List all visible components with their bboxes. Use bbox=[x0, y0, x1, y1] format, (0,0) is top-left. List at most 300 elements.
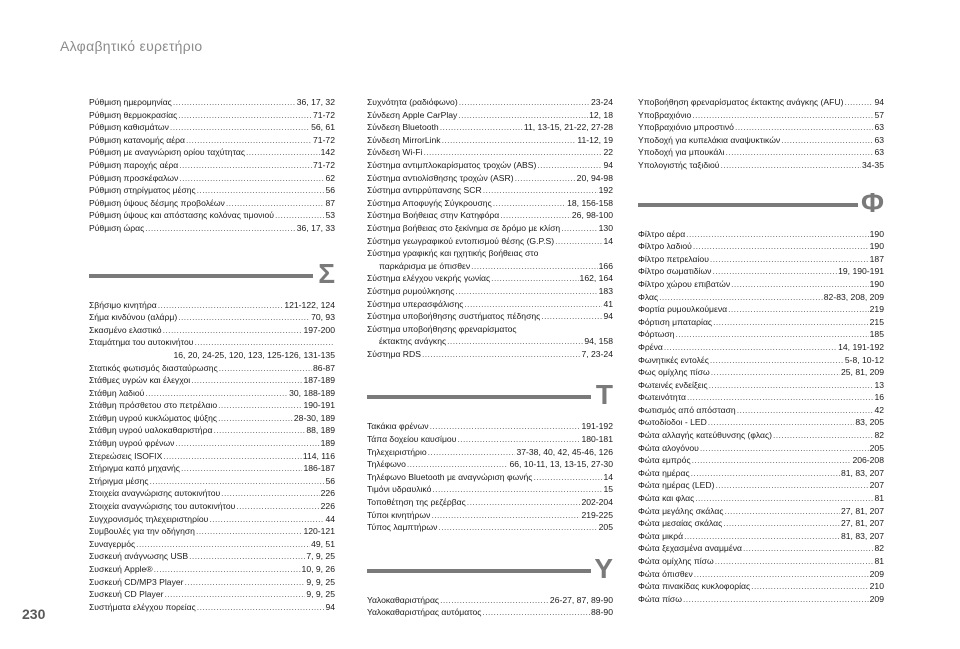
leader-dots bbox=[471, 260, 598, 273]
index-entry bbox=[638, 291, 884, 304]
leader-dots bbox=[743, 542, 873, 555]
entry-term: Ρύθμιση με αναγνώριση ορίου ταχύτητας bbox=[89, 147, 245, 158]
entry-pages: 162, 164 bbox=[579, 273, 613, 284]
entry-term: Σύνδεση Bluetooth bbox=[367, 122, 439, 133]
index-entry bbox=[638, 253, 884, 266]
index-entry bbox=[638, 505, 884, 518]
index-entry bbox=[89, 299, 335, 312]
entry-pages: 210 bbox=[869, 581, 884, 592]
entry-group bbox=[89, 362, 335, 614]
index-entry bbox=[367, 184, 613, 197]
index-entry bbox=[638, 121, 884, 134]
leader-dots bbox=[700, 442, 869, 455]
entry-term: Συσκευή CD/MP3 Player bbox=[89, 576, 184, 587]
entry-term: Φωνητικές εντολές bbox=[638, 354, 709, 365]
leader-dots bbox=[483, 184, 598, 197]
index-entry bbox=[367, 209, 613, 222]
entry-term: Τάπα δοχείου καυσίμου bbox=[367, 434, 457, 445]
index-entry bbox=[367, 134, 613, 147]
leader-dots bbox=[715, 555, 874, 568]
index-entry bbox=[638, 366, 884, 379]
leader-dots bbox=[438, 521, 597, 534]
entry-term: Φώτα ομίχλης πίσω bbox=[638, 556, 714, 566]
index-entry bbox=[89, 412, 335, 425]
entry-pages: 219-225 bbox=[581, 509, 613, 520]
leader-dots bbox=[712, 265, 837, 278]
entry-term: Φώτα ημέρας bbox=[638, 467, 690, 478]
entry-term: Σύστημα υποβοήθησης φρεναρίσματος bbox=[367, 323, 517, 334]
index-entry bbox=[638, 328, 884, 341]
leader-dots bbox=[422, 348, 581, 361]
entry-term: Συναγερμός bbox=[89, 538, 136, 549]
leader-dots bbox=[493, 197, 566, 210]
leader-dots bbox=[218, 412, 293, 425]
leader-dots bbox=[710, 354, 844, 367]
index-entry bbox=[638, 555, 884, 568]
index-entry bbox=[89, 96, 335, 109]
entry-term: Σύστημα ελέγχου νεκρής γωνίας bbox=[367, 273, 491, 284]
entry-term: Στήριγμα μέσης bbox=[89, 475, 149, 486]
index-entry bbox=[367, 172, 613, 185]
entry-term: Συγχρονισμός τηλεχειριστηρίου bbox=[89, 513, 209, 524]
index-entry bbox=[367, 606, 613, 619]
entry-term: Φρένα bbox=[638, 341, 663, 352]
entry-term: Σύνδεση Wi-Fi bbox=[367, 147, 423, 158]
leader-dots bbox=[246, 146, 320, 159]
leader-dots bbox=[737, 404, 874, 417]
entry-term: Φώτα πινακίδας κυκλοφορίας bbox=[638, 581, 751, 592]
entry-pages: 187 bbox=[869, 253, 884, 264]
leader-dots bbox=[163, 324, 303, 337]
leader-dots bbox=[150, 475, 325, 488]
section-divider bbox=[89, 274, 313, 278]
entry-pages: 190 bbox=[869, 241, 884, 252]
leader-dots bbox=[709, 379, 874, 392]
entry-term: Φώτα μικρά bbox=[638, 530, 684, 541]
entry-term: Υποβραχιόνιο bbox=[638, 109, 692, 120]
leader-dots bbox=[440, 594, 549, 607]
leader-dots bbox=[191, 374, 302, 387]
leader-dots bbox=[541, 310, 602, 323]
leader-dots bbox=[726, 146, 874, 159]
entry-pages: 5-8, 10-12 bbox=[844, 354, 884, 365]
leader-dots bbox=[686, 228, 868, 241]
entry-term: Στερεώσεις ISOFIX bbox=[89, 450, 163, 461]
leader-dots bbox=[136, 538, 310, 551]
section-divider bbox=[367, 395, 591, 399]
entry-term: Τακάκια φρένων bbox=[367, 421, 429, 432]
entry-term: Υποβοήθηση φρεναρίσματος έκτακτης ανάγκης (AFU) bbox=[638, 97, 844, 107]
index-entry bbox=[89, 563, 335, 576]
entry-term: Τηλέφωνο bbox=[367, 459, 406, 470]
index-entry bbox=[89, 324, 335, 337]
entry-pages: 186-187 bbox=[303, 463, 335, 474]
entry-pages: 166 bbox=[598, 260, 613, 271]
leader-dots bbox=[154, 563, 301, 576]
index-entry bbox=[367, 222, 613, 235]
entry-term: Φώτα πίσω bbox=[638, 593, 682, 604]
entry-pages: 94 bbox=[874, 97, 884, 107]
index-entry bbox=[367, 433, 613, 446]
index-entry bbox=[638, 580, 884, 593]
entry-pages: 205 bbox=[869, 442, 884, 453]
entry-term: Φώτα και φλας bbox=[638, 493, 695, 504]
entry-pages: 71-72 bbox=[313, 134, 335, 145]
entry-pages: 215 bbox=[869, 316, 884, 327]
leader-dots bbox=[692, 109, 873, 122]
index-entry bbox=[89, 172, 335, 185]
entry-term: Στάθμη πρόσθετου στο πετρέλαιο bbox=[89, 400, 218, 411]
entry-pages: 226 bbox=[320, 501, 335, 512]
index-entry bbox=[89, 121, 335, 134]
entry-pages: 70, 93 bbox=[311, 312, 335, 323]
entry-term: Ρύθμιση θερμοκρασίας bbox=[89, 109, 178, 120]
entry-term: Στάθμη λαδιού bbox=[89, 387, 145, 398]
entry-pages: 20, 94-98 bbox=[576, 172, 613, 183]
entry-term: Φως ομίχλης πίσω bbox=[638, 367, 710, 378]
leader-dots bbox=[687, 391, 873, 404]
leader-dots bbox=[236, 500, 319, 513]
entry-pages: 63 bbox=[874, 147, 884, 158]
index-entry bbox=[638, 109, 884, 122]
index-entry bbox=[89, 475, 335, 488]
entry-term: Φώτα όπισθεν bbox=[638, 568, 693, 579]
leader-dots bbox=[145, 222, 296, 235]
leader-dots bbox=[713, 316, 869, 329]
entry-pages: 83, 205 bbox=[855, 417, 884, 428]
index-entry bbox=[367, 235, 613, 248]
entry-term: Φωτισμός από απόσταση bbox=[638, 404, 736, 415]
entry-pages: 22 bbox=[603, 147, 613, 158]
entry-pages: 57 bbox=[874, 109, 884, 120]
entry-term: Στάθμη υγρού φρένων bbox=[89, 438, 175, 449]
section-header-tau bbox=[367, 379, 613, 420]
leader-dots bbox=[178, 311, 310, 324]
entry-term: Φωτεινές ενδείξεις bbox=[638, 379, 708, 390]
index-entry bbox=[367, 285, 613, 298]
entry-pages: 71-72 bbox=[313, 109, 335, 120]
index-entry-continued bbox=[367, 260, 613, 273]
leader-dots bbox=[158, 299, 284, 312]
index-entry bbox=[89, 197, 335, 210]
entry-term: Στατικός φωτισμός διασταύρωσης bbox=[89, 362, 218, 373]
index-entry bbox=[89, 399, 335, 412]
index-entry bbox=[638, 568, 884, 581]
entry-pages: 81 bbox=[874, 493, 884, 504]
entry-pages: 15 bbox=[603, 484, 613, 495]
leader-dots bbox=[179, 159, 312, 172]
entry-term: Συσκευή CD Player bbox=[89, 589, 164, 600]
entry-pages: 41 bbox=[603, 298, 613, 309]
leader-dots bbox=[464, 298, 602, 311]
entry-pages: 7, 23-24 bbox=[581, 348, 613, 359]
entry-group bbox=[367, 272, 613, 322]
section-divider bbox=[367, 569, 591, 573]
entry-term: Ρύθμιση προσκέφαλων bbox=[89, 172, 179, 183]
index-column-2 bbox=[367, 96, 613, 619]
leader-dots bbox=[431, 509, 580, 522]
entry-pages: 28-30, 189 bbox=[293, 412, 335, 423]
entry-term: Σύστημα γεωγραφικού εντοπισμού θέσης (G.P.S) bbox=[367, 235, 555, 246]
entry-pages: 49, 51 bbox=[311, 538, 335, 549]
entry-term: Φίλτρο λαδιού bbox=[638, 241, 692, 252]
section-letter: Υ bbox=[594, 552, 613, 584]
leader-dots bbox=[731, 278, 869, 291]
index-entry bbox=[638, 303, 884, 316]
leader-dots bbox=[482, 606, 590, 619]
entry-term: Ρύθμιση παροχής αέρα bbox=[89, 159, 179, 170]
leader-dots bbox=[455, 285, 597, 298]
leader-dots bbox=[178, 109, 312, 122]
entry-pages: 25, 81, 209 bbox=[840, 367, 884, 378]
index-entry bbox=[89, 500, 335, 513]
entry-pages: 226 bbox=[320, 488, 335, 499]
index-entry bbox=[89, 362, 335, 375]
entry-term: Υπολογιστής ταξιδιού bbox=[638, 159, 720, 170]
index-entry bbox=[367, 458, 613, 471]
leader-dots bbox=[189, 550, 305, 563]
entry-pages: 63 bbox=[874, 122, 884, 133]
index-column-3 bbox=[638, 96, 884, 605]
entry-pages: 142 bbox=[320, 147, 335, 158]
index-entry bbox=[89, 222, 335, 235]
entry-pages: 94 bbox=[603, 311, 613, 322]
entry-pages: 197-200 bbox=[303, 324, 335, 335]
index-entry bbox=[89, 387, 335, 400]
entry-pages: 81 bbox=[874, 556, 884, 566]
index-entry bbox=[89, 462, 335, 475]
entry-pages: 121-122, 124 bbox=[284, 299, 335, 310]
entry-term: Στοιχεία αναγνώρισης του αυτοκινήτου bbox=[89, 501, 236, 512]
entry-group bbox=[367, 594, 613, 619]
entry-term: Συστήματα ελέγχου πορείας bbox=[89, 601, 196, 612]
leader-dots bbox=[708, 416, 855, 429]
entry-pages: 209 bbox=[869, 568, 884, 579]
leader-dots bbox=[711, 366, 840, 379]
entry-pages: 206-208 bbox=[852, 455, 884, 466]
leader-dots bbox=[423, 146, 602, 159]
index-entry bbox=[367, 420, 613, 433]
leader-dots bbox=[179, 172, 324, 185]
leader-dots bbox=[175, 437, 319, 450]
index-entry bbox=[367, 323, 613, 336]
entry-term: Σύστημα αντιμπλοκαρίσματος τροχών (ABS) bbox=[367, 159, 537, 170]
index-entry bbox=[367, 197, 613, 210]
index-entry bbox=[89, 311, 335, 324]
leader-dots bbox=[163, 450, 302, 463]
entry-term: Υποδοχή για κυπελάκια αναψυκτικών bbox=[638, 134, 781, 145]
entry-pages: 205 bbox=[598, 522, 613, 533]
index-entry bbox=[89, 159, 335, 172]
entry-pages: 207 bbox=[869, 480, 884, 491]
index-entry bbox=[367, 509, 613, 522]
entry-term: Σύστημα αντιρρύπανσης SCR bbox=[367, 185, 482, 196]
entry-group bbox=[367, 348, 613, 361]
index-entry bbox=[89, 450, 335, 463]
leader-dots bbox=[751, 580, 868, 593]
leader-dots bbox=[440, 121, 523, 134]
leader-dots bbox=[515, 172, 576, 185]
entry-term: Στάθμες υγρών και έλεγχοι bbox=[89, 375, 191, 386]
leader-dots bbox=[407, 458, 509, 471]
entry-pages: 94 bbox=[325, 601, 335, 612]
index-entry bbox=[89, 487, 335, 500]
entry-term: παρκάρισμα με όπισθεν bbox=[379, 260, 471, 271]
index-entry bbox=[89, 109, 335, 122]
entry-pages: 120-121 bbox=[303, 526, 335, 537]
index-entry bbox=[638, 593, 884, 606]
index-entry bbox=[367, 121, 613, 134]
index-entry bbox=[89, 209, 335, 222]
leader-dots bbox=[728, 303, 869, 316]
leader-dots bbox=[209, 513, 324, 526]
section-letter: Σ bbox=[318, 257, 335, 289]
index-entry bbox=[638, 416, 884, 429]
index-entry-continued bbox=[367, 335, 613, 348]
entry-term: Υποβραχιόνιο μπροστινό bbox=[638, 122, 734, 133]
index-entry bbox=[89, 374, 335, 387]
entry-pages: 27, 81, 207 bbox=[840, 505, 884, 516]
entry-group bbox=[367, 96, 613, 247]
entry-term: Φόρτωση bbox=[638, 329, 675, 340]
entry-term: Υαλοκαθαριστήρας bbox=[367, 594, 440, 605]
entry-pages: 62 bbox=[325, 172, 335, 183]
leader-dots bbox=[500, 209, 571, 222]
entry-term: Ρύθμιση στηρίγματος μέσης bbox=[89, 185, 196, 196]
index-entry bbox=[367, 146, 613, 159]
entry-term: Ρύθμιση καθισμάτων bbox=[89, 122, 169, 133]
index-entry bbox=[638, 316, 884, 329]
leader-dots bbox=[773, 429, 873, 442]
index-entry bbox=[89, 437, 335, 450]
index-entry bbox=[638, 542, 884, 555]
entry-pages: 14 bbox=[603, 471, 613, 482]
index-entry bbox=[638, 265, 884, 278]
entry-term: Συσκευή ανάγνωσης USB bbox=[89, 551, 189, 562]
entry-term: Τύποι κινητήρων bbox=[367, 509, 431, 520]
entry-pages: 56 bbox=[325, 475, 335, 486]
entry-pages: 16 bbox=[874, 392, 884, 403]
entry-pages: 66, 10-11, 13, 13-15, 27-30 bbox=[509, 459, 613, 470]
entry-pages: 30, 188-189 bbox=[289, 387, 335, 398]
leader-dots bbox=[186, 134, 312, 147]
leader-dots bbox=[442, 134, 577, 147]
entry-term: Σύστημα Αποφυγής Σύγκρουσης bbox=[367, 197, 492, 208]
entry-term: Φώτα ημέρας (LED) bbox=[638, 480, 715, 491]
entry-term: Σύστημα Βοήθειας στην Κατηφόρα bbox=[367, 210, 500, 221]
entry-term: Σταμάτημα του αυτοκινήτου bbox=[89, 337, 194, 348]
entry-term: Φλας bbox=[638, 291, 659, 302]
entry-pages: 12, 18 bbox=[589, 109, 613, 120]
index-entry bbox=[89, 550, 335, 563]
leader-dots bbox=[555, 235, 602, 248]
entry-term: Συμβουλές για την οδήγηση bbox=[89, 526, 195, 537]
leader-dots bbox=[428, 446, 516, 459]
leader-dots bbox=[181, 462, 303, 475]
index-entry bbox=[367, 521, 613, 534]
section-header-upsilon bbox=[367, 552, 613, 594]
leader-dots bbox=[458, 109, 588, 122]
entry-term: Φίλτρο σωματιδίων bbox=[638, 266, 712, 277]
leader-dots bbox=[197, 601, 325, 614]
section-header-sigma bbox=[89, 257, 335, 299]
leader-dots bbox=[430, 420, 581, 433]
leader-dots bbox=[715, 479, 868, 492]
index-entry bbox=[367, 96, 613, 109]
index-entry bbox=[367, 272, 613, 285]
entry-pages: 88, 189 bbox=[306, 425, 335, 436]
index-entry bbox=[89, 184, 335, 197]
entry-term: Στάθμη υγρού κυκλώματος ψύξης bbox=[89, 412, 218, 423]
entry-term: Φίλτρο αέρα bbox=[638, 228, 686, 239]
index-entry bbox=[367, 496, 613, 509]
entry-pages: 88-90 bbox=[591, 607, 613, 618]
entry-term: Συσκευή Apple® bbox=[89, 564, 153, 574]
index-entry bbox=[638, 146, 884, 159]
entry-term: Ρύθμιση κατανομής αέρα bbox=[89, 134, 185, 145]
leader-dots bbox=[447, 335, 583, 348]
index-entry bbox=[638, 391, 884, 404]
entry-term: Ρύθμιση ύψους και απόστασης κολόνας τιμονιού bbox=[89, 210, 274, 221]
leader-dots bbox=[491, 272, 578, 285]
entry-pages: 34-35 bbox=[862, 159, 884, 170]
leader-dots bbox=[467, 496, 581, 509]
index-entry bbox=[638, 159, 884, 172]
leader-dots bbox=[721, 159, 862, 172]
entry-group bbox=[638, 228, 884, 606]
entry-pages: 82-83, 208, 209 bbox=[823, 291, 884, 302]
leader-dots bbox=[213, 424, 305, 437]
leader-dots bbox=[457, 433, 580, 446]
entry-pages: 192 bbox=[598, 185, 613, 196]
index-entry bbox=[89, 424, 335, 437]
entry-term: έκτακτης ανάγκης bbox=[379, 336, 447, 347]
entry-group bbox=[89, 299, 335, 337]
leader-dots bbox=[692, 454, 852, 467]
leader-dots bbox=[145, 387, 288, 400]
entry-pages: 81, 83, 207 bbox=[840, 530, 884, 541]
page-number: 230 bbox=[22, 606, 46, 622]
index-entry bbox=[367, 159, 613, 172]
entry-term: Σύστημα γραφικής και ηχητικής βοήθειας στο bbox=[367, 248, 539, 259]
index-entry bbox=[638, 404, 884, 417]
index-entry bbox=[638, 354, 884, 367]
leader-dots bbox=[197, 184, 325, 197]
entry-pages: 14, 191-192 bbox=[838, 341, 884, 352]
leader-dots bbox=[695, 492, 873, 505]
index-entry bbox=[638, 467, 884, 480]
leader-dots bbox=[724, 505, 840, 518]
entry-term: Τηλέφωνο Bluetooth με αναγνώριση φωνής bbox=[367, 471, 533, 482]
leader-dots bbox=[781, 134, 873, 147]
entry-term: Σύστημα υποβοήθησης συστήματος πέδησης bbox=[367, 311, 541, 322]
leader-dots bbox=[218, 399, 302, 412]
leader-dots bbox=[173, 96, 296, 109]
index-entry bbox=[89, 576, 335, 589]
entry-pages: 10, 9, 26 bbox=[301, 564, 335, 574]
leader-dots bbox=[693, 240, 869, 253]
entry-term: Τηλεχειριστήριο bbox=[367, 446, 427, 457]
entry-pages: 7, 9, 25 bbox=[306, 551, 335, 562]
entry-pages: 42 bbox=[874, 404, 884, 415]
index-entry bbox=[638, 479, 884, 492]
entry-term: Φώτα εμπρός bbox=[638, 455, 691, 466]
leader-dots bbox=[691, 467, 840, 480]
leader-dots bbox=[710, 253, 869, 266]
entry-term: Φώτα αλλαγής κατεύθυνσης (φλας) bbox=[638, 430, 772, 441]
entry-term: Φίλτρο πετρελαίου bbox=[638, 253, 709, 264]
entry-term: Ρύθμιση ημερομηνίας bbox=[89, 97, 172, 107]
